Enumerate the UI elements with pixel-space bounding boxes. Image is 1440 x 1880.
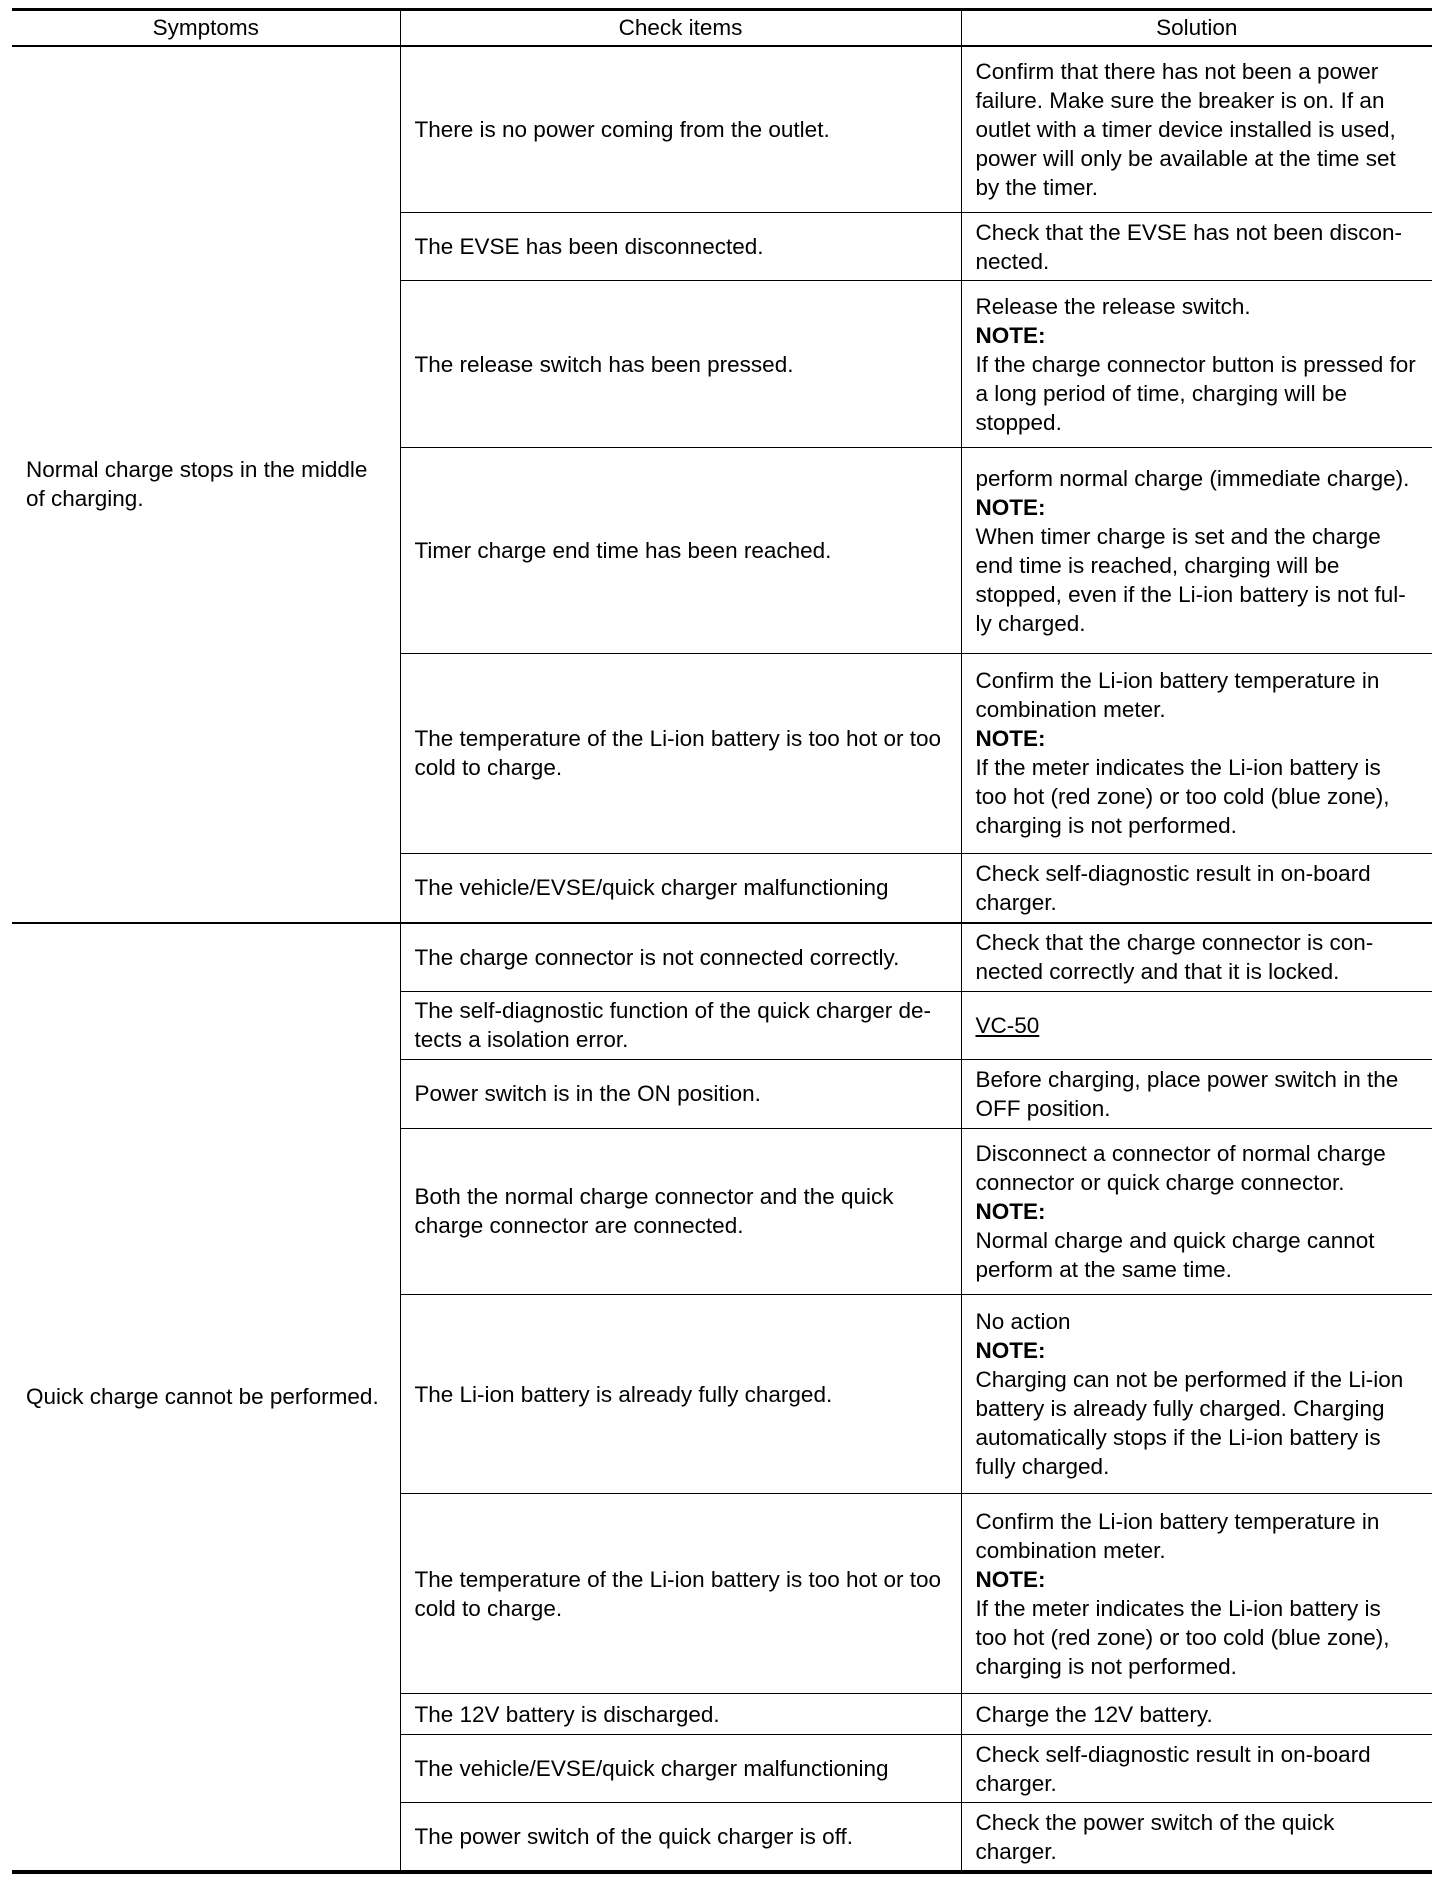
table-body (12, 46, 1432, 1873)
check-item-cell: The power switch of the quick charger is off. (400, 1803, 961, 1872)
check-item-cell: Both the normal charge connector and the quick charge connector are connected. (400, 1128, 961, 1294)
check-item-cell: The charge connector is not connected correctly. (400, 923, 961, 991)
check-item-cell: Timer charge end time has been reached. (400, 447, 961, 653)
solution-text: Check self-diagnostic result in on-board charger. (975, 1741, 1371, 1796)
symptom-cell: Quick charge cannot be performed. (12, 923, 400, 1872)
table-header (12, 10, 1432, 46)
check-item-cell: The vehicle/EVSE/quick charger malfunctioning (400, 1735, 961, 1803)
solution-cell (961, 853, 1432, 923)
solution-cell (961, 654, 1432, 854)
solution-text: Confirm the Li-ion battery temperature in combination meter. (975, 668, 1380, 723)
solution-text: Confirm that there has not been a power failure. Make sure the breaker is on. If an outlet with a timer device installed is used, power will only be available at the time set by the timer. (975, 58, 1396, 200)
solution-text: Release the release switch. (975, 293, 1251, 319)
solution-cell (961, 1803, 1432, 1872)
note-label: NOTE: (975, 1566, 1046, 1592)
check-item-cell: The 12V battery is discharged. (400, 1694, 961, 1735)
solution-cell (961, 1294, 1432, 1494)
table-row (12, 46, 1432, 213)
solution-cell (961, 1694, 1432, 1735)
symptom-cell: Normal charge stops in the middle of charging. (12, 46, 400, 923)
reference-link[interactable]: VC-50 (975, 1012, 1040, 1038)
solution-text: Check the power switch of the quick charger. (975, 1809, 1335, 1864)
solution-cell (961, 447, 1432, 653)
header-symptoms: Symptoms (12, 10, 400, 46)
solution-text: Check that the EVSE has not been discon-nected. (975, 219, 1403, 274)
note-text: Charging can not be performed if the Li-ion battery is already fully charged. Charging automatically stops if the Li-ion battery is fully charged. (975, 1367, 1404, 1480)
check-item-cell: The temperature of the Li-ion battery is too hot or too cold to charge. (400, 654, 961, 854)
note-text: If the meter indicates the Li-ion battery is too hot (red zone) or too cold (blue zone), charging is not performed. (975, 1595, 1390, 1679)
header-check-items: Check items (400, 10, 961, 46)
check-item-cell: The temperature of the Li-ion battery is too hot or too cold to charge. (400, 1494, 961, 1694)
solution-text: Before charging, place power switch in the OFF position. (975, 1066, 1399, 1121)
solution-text: Charge the 12V battery. (975, 1701, 1213, 1727)
check-item-cell: The Li-ion battery is already fully charged. (400, 1294, 961, 1494)
note-text: If the meter indicates the Li-ion battery is too hot (red zone) or too cold (blue zone), charging is not performed. (975, 755, 1390, 839)
check-item-cell: Power switch is in the ON position. (400, 1060, 961, 1128)
table-row (12, 923, 1432, 991)
note-label: NOTE: (975, 494, 1046, 520)
solution-text: perform normal charge (immediate charge). (975, 465, 1410, 491)
solution-text: Disconnect a connector of normal charge connector or quick charge connector. (975, 1140, 1386, 1195)
note-text: When timer charge is set and the charge end time is reached, charging will be stopped, even if the Li-ion battery is not ful-ly charged. (975, 523, 1406, 636)
check-item-cell: There is no power coming from the outlet. (400, 46, 961, 213)
note-text: Normal charge and quick charge cannot perform at the same time. (975, 1227, 1375, 1282)
solution-cell (961, 1494, 1432, 1694)
solution-cell (961, 1060, 1432, 1128)
note-text: If the charge connector button is pressed for a long period of time, charging will be stopped. (975, 351, 1416, 435)
solution-cell (961, 281, 1432, 447)
check-item-cell: The EVSE has been disconnected. (400, 213, 961, 281)
solution-cell (961, 213, 1432, 281)
solution-cell (961, 1735, 1432, 1803)
note-label: NOTE: (975, 726, 1046, 752)
note-label: NOTE: (975, 1198, 1046, 1224)
solution-cell (961, 46, 1432, 213)
solution-text: No action (975, 1309, 1071, 1335)
solution-cell (961, 923, 1432, 991)
troubleshooting-table (12, 8, 1432, 1874)
header-solution: Solution (961, 10, 1432, 46)
solution-text: Check that the charge connector is con-nected correctly and that it is locked. (975, 930, 1374, 985)
check-item-cell: The vehicle/EVSE/quick charger malfunctioning (400, 853, 961, 923)
check-item-cell: The self-diagnostic function of the quick charger de-tects a isolation error. (400, 991, 961, 1059)
solution-cell (961, 991, 1432, 1059)
solution-cell (961, 1128, 1432, 1294)
solution-text: Confirm the Li-ion battery temperature in combination meter. (975, 1508, 1380, 1563)
check-item-cell: The release switch has been pressed. (400, 281, 961, 447)
note-label: NOTE: (975, 322, 1046, 348)
solution-text: Check self-diagnostic result in on-board charger. (975, 860, 1371, 915)
note-label: NOTE: (975, 1338, 1046, 1364)
